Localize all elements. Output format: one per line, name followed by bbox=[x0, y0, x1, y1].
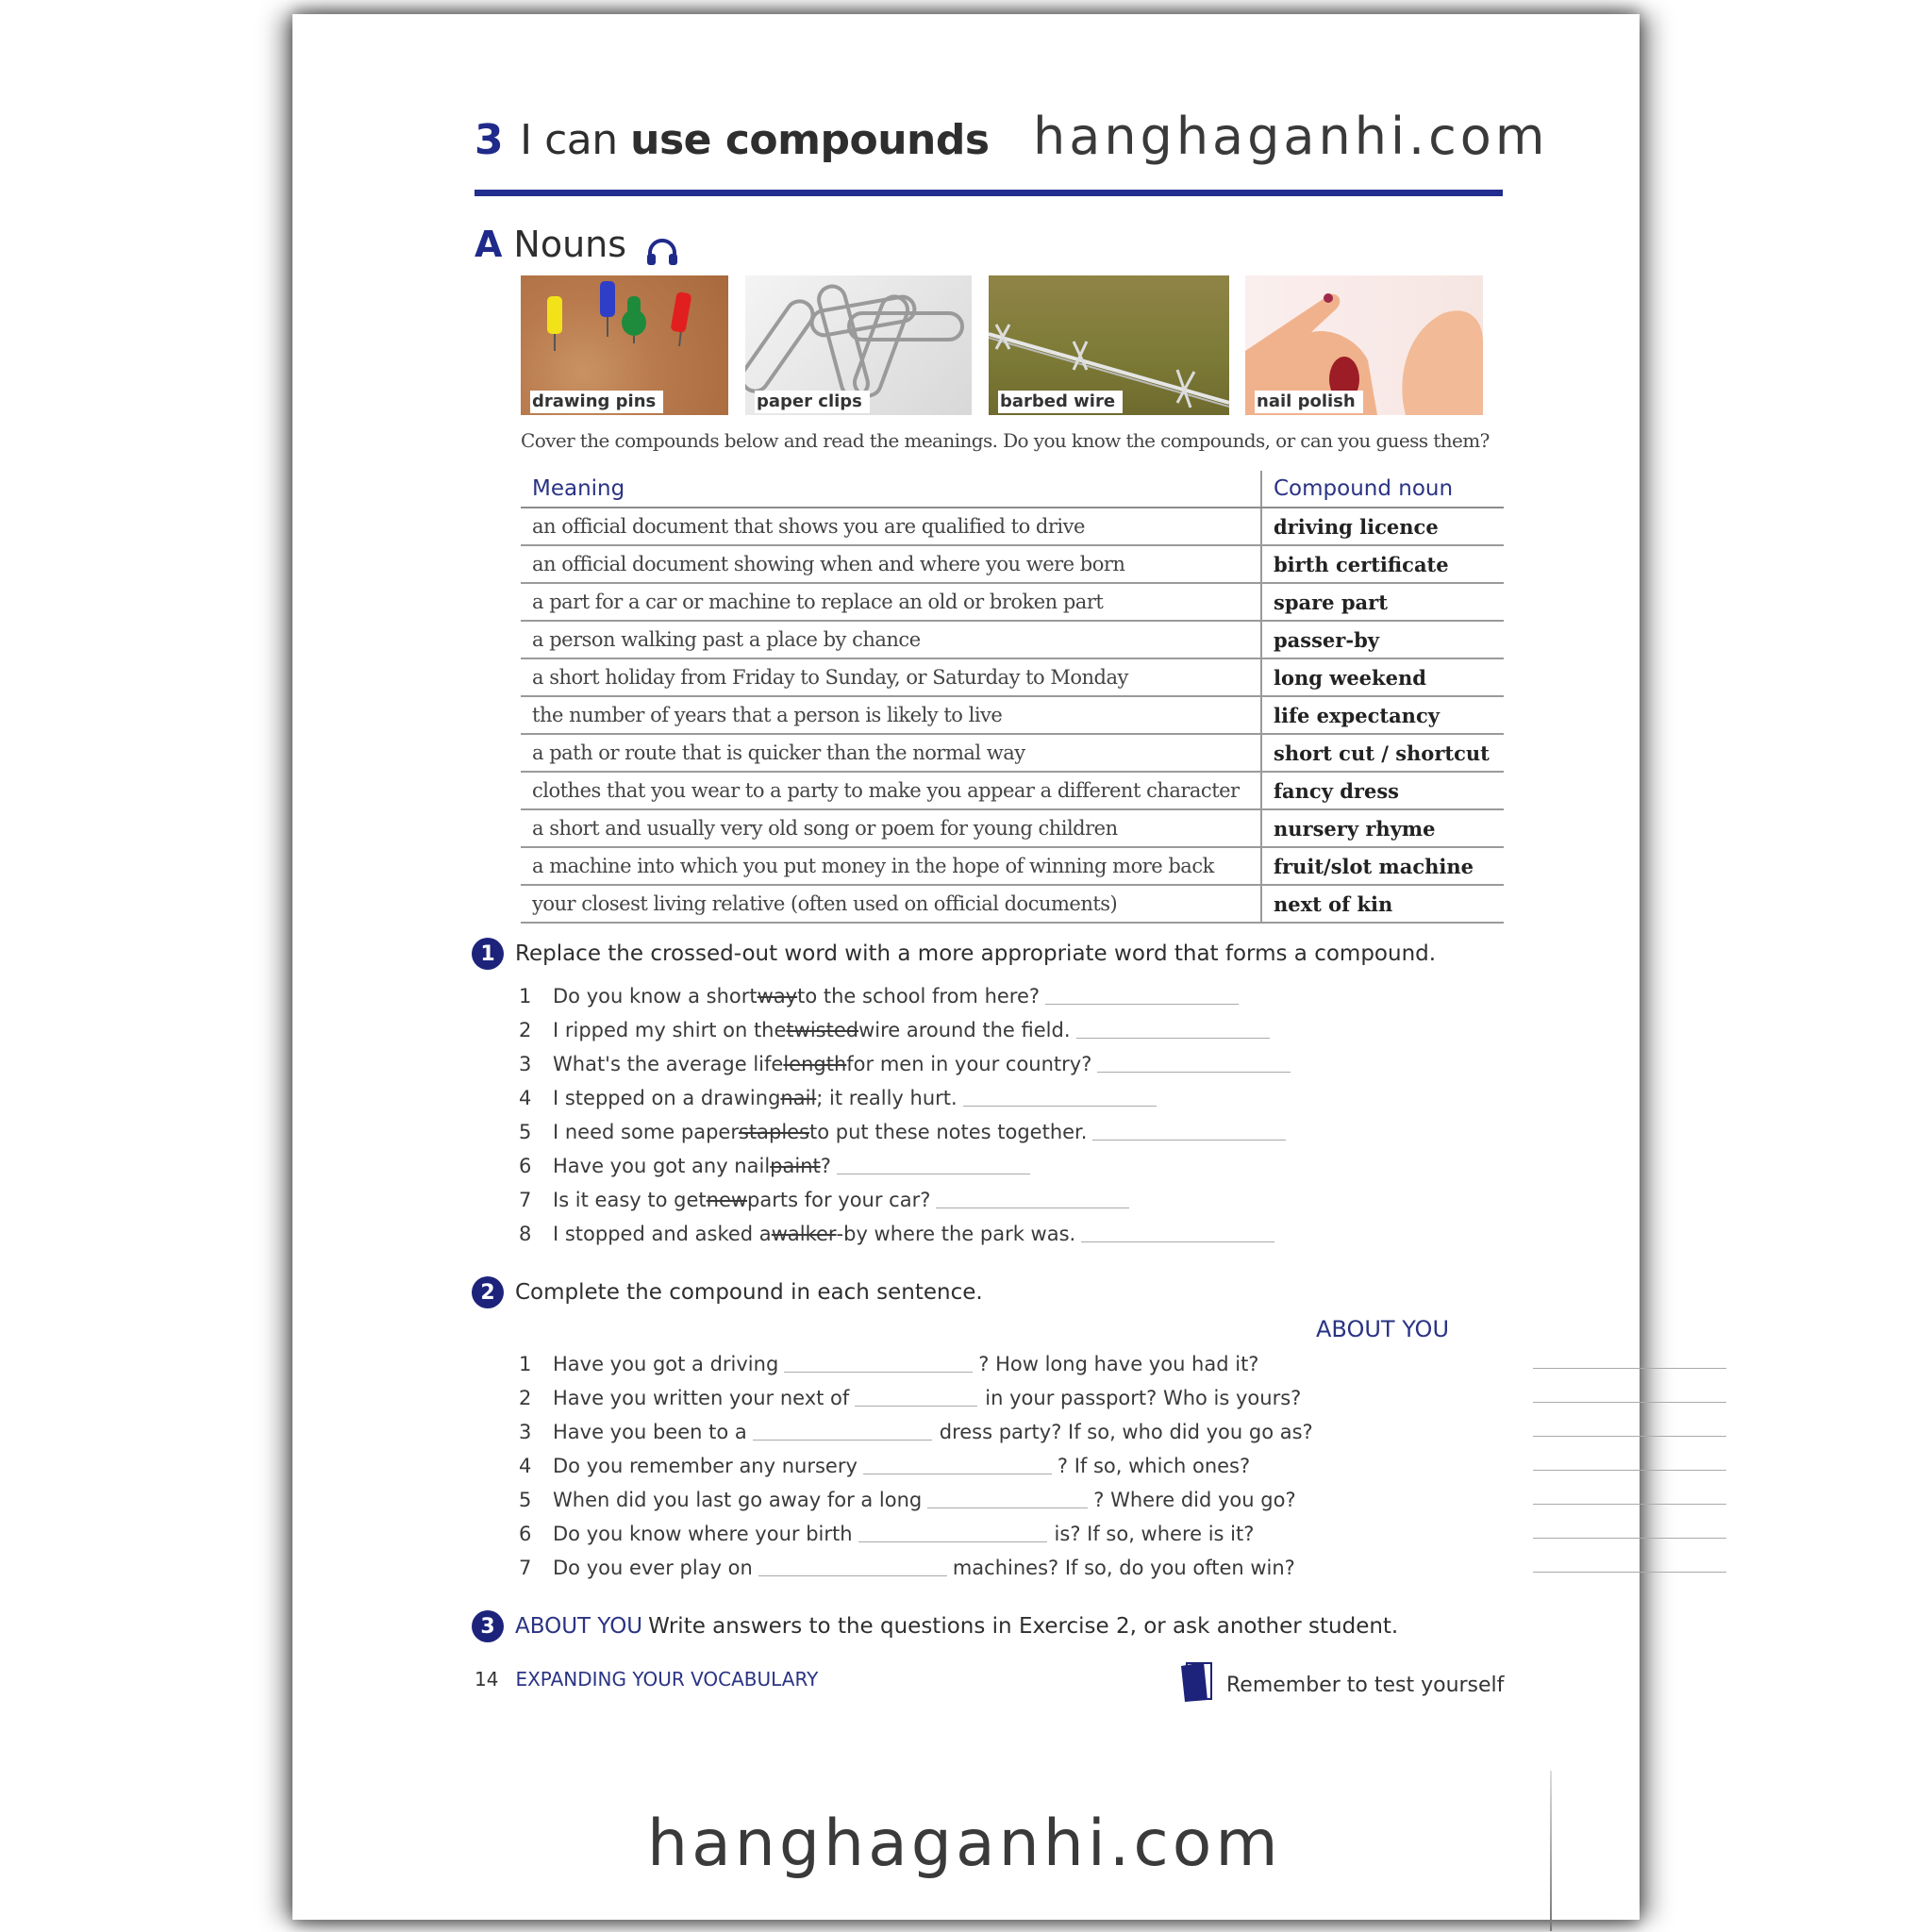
table-row bbox=[521, 734, 1504, 772]
crossed-out-word: length bbox=[783, 1053, 847, 1075]
photo-label: barbed wire bbox=[998, 391, 1123, 413]
column-header-compound: Compound noun bbox=[1261, 471, 1504, 508]
answer-blank[interactable] bbox=[1092, 1124, 1286, 1141]
exercise-item bbox=[519, 1551, 1509, 1585]
page-number: 14 bbox=[475, 1668, 499, 1690]
about-you-blank[interactable] bbox=[1533, 1402, 1726, 1403]
title-rule bbox=[475, 190, 1503, 196]
meaning-cell: a machine into which you put money in the hope of winning more back bbox=[521, 847, 1261, 885]
about-you-blank[interactable] bbox=[1533, 1572, 1726, 1573]
answer-blank[interactable] bbox=[1045, 989, 1239, 1005]
exercise-item bbox=[519, 1149, 1291, 1183]
unit-title-bold: use compounds bbox=[630, 116, 990, 164]
answer-blank[interactable] bbox=[936, 1192, 1129, 1208]
test-yourself-reminder: Remember to test yourself bbox=[1226, 1673, 1505, 1697]
compound-cell: fruit/slot machine bbox=[1261, 847, 1504, 885]
meaning-cell: an official document showing when and where you were born bbox=[521, 545, 1261, 583]
exercise-item bbox=[519, 1013, 1291, 1047]
item-text: Have you got any nail bbox=[553, 1155, 771, 1177]
section-title: Nouns bbox=[513, 224, 627, 265]
photo-paper-clips bbox=[745, 275, 972, 415]
exercise-3-heading bbox=[472, 1610, 1398, 1642]
compound-cell: long weekend bbox=[1261, 658, 1504, 696]
table-header-row bbox=[521, 471, 1504, 508]
about-you-blank[interactable] bbox=[1533, 1368, 1726, 1369]
about-you-label: ABOUT YOU bbox=[1316, 1316, 1450, 1342]
exercise-instruction: Write answers to the questions in Exercise 2, or ask another student. bbox=[648, 1614, 1399, 1639]
answer-blank[interactable] bbox=[1081, 1226, 1274, 1242]
photo-drawing-pins bbox=[521, 275, 728, 415]
table-row bbox=[521, 545, 1504, 583]
item-number: 5 bbox=[519, 1489, 532, 1511]
crossed-out-word: staples bbox=[738, 1121, 810, 1143]
exercise-item bbox=[519, 1183, 1291, 1217]
crossed-out-word: twisted bbox=[786, 1019, 859, 1041]
section-name: EXPANDING YOUR VOCABULARY bbox=[515, 1668, 819, 1690]
item-number: 7 bbox=[519, 1189, 532, 1211]
answer-blank[interactable] bbox=[963, 1091, 1157, 1107]
table-row bbox=[521, 583, 1504, 621]
meaning-cell: the number of years that a person is likely to live bbox=[521, 696, 1261, 734]
compound-noun-table bbox=[521, 471, 1504, 924]
item-number: 4 bbox=[519, 1087, 532, 1109]
compound-cell: next of kin bbox=[1261, 885, 1504, 923]
compound-cell: fancy dress bbox=[1261, 772, 1504, 809]
crossed-out-word: nail bbox=[780, 1087, 817, 1109]
section-a-heading bbox=[475, 224, 679, 265]
item-text: dress party? If so, who did you go as? bbox=[939, 1421, 1313, 1443]
item-text: ; it really hurt. bbox=[816, 1087, 958, 1109]
watermark-top: hanghaganhi.com bbox=[1033, 107, 1549, 166]
item-text: ? Where did you go? bbox=[1093, 1489, 1296, 1511]
exercise-instruction: Complete the compound in each sentence. bbox=[515, 1280, 983, 1305]
compound-cell: passer-by bbox=[1261, 621, 1504, 658]
item-text: ? bbox=[820, 1155, 831, 1177]
exercise-item bbox=[519, 1517, 1509, 1551]
workbook-page bbox=[292, 14, 1640, 1920]
page-footer-right bbox=[1179, 1660, 1504, 1709]
exercise-item bbox=[519, 1217, 1291, 1251]
answer-blank[interactable] bbox=[837, 1158, 1030, 1174]
answer-blank[interactable] bbox=[858, 1526, 1047, 1542]
item-text: ? If so, which ones? bbox=[1057, 1455, 1251, 1477]
item-text: Have you got a driving bbox=[553, 1353, 779, 1375]
exercise-item bbox=[519, 1115, 1291, 1149]
exercise-item bbox=[519, 1483, 1509, 1517]
exercise-item bbox=[519, 979, 1291, 1013]
unit-title-prefix: I can bbox=[520, 116, 618, 164]
meaning-cell: a short and usually very old song or poem for young children bbox=[521, 809, 1261, 847]
book-icon bbox=[1179, 1660, 1226, 1709]
meaning-cell: clothes that you wear to a party to make you appear a different character bbox=[521, 772, 1261, 809]
item-number: 1 bbox=[519, 1353, 532, 1375]
crossed-out-word: way bbox=[757, 985, 798, 1008]
item-text: is? If so, where is it? bbox=[1054, 1523, 1255, 1545]
item-text: I stepped on a drawing bbox=[553, 1087, 781, 1109]
meaning-cell: a person walking past a place by chance bbox=[521, 621, 1261, 658]
table-row bbox=[521, 772, 1504, 809]
photo-barbed-wire bbox=[989, 275, 1229, 415]
compound-cell: birth certificate bbox=[1261, 545, 1504, 583]
answer-blank[interactable] bbox=[753, 1424, 932, 1441]
about-you-blank[interactable] bbox=[1533, 1504, 1726, 1505]
photo-label: paper clips bbox=[755, 391, 870, 413]
page-edge-line bbox=[1550, 1771, 1552, 1931]
item-number: 8 bbox=[519, 1223, 532, 1245]
item-number: 2 bbox=[519, 1387, 532, 1409]
table-row bbox=[521, 809, 1504, 847]
item-text: -by where the park was. bbox=[836, 1223, 1076, 1245]
answer-blank[interactable] bbox=[1076, 1023, 1270, 1039]
item-text: I need some paper bbox=[553, 1121, 739, 1143]
exercise-item bbox=[519, 1449, 1509, 1483]
exercise-2-list bbox=[519, 1347, 1509, 1585]
item-text: machines? If so, do you often win? bbox=[952, 1557, 1295, 1579]
compound-cell: life expectancy bbox=[1261, 696, 1504, 734]
item-text: Do you know where your birth bbox=[553, 1523, 853, 1545]
answer-blank[interactable] bbox=[758, 1560, 947, 1576]
photo-nail-polish bbox=[1245, 275, 1483, 415]
section-letter: A bbox=[475, 224, 503, 265]
meaning-cell: an official document that shows you are qualified to drive bbox=[521, 508, 1261, 545]
exercise-number-badge: 1 bbox=[472, 938, 504, 970]
answer-blank[interactable] bbox=[1097, 1057, 1291, 1073]
answer-blank[interactable] bbox=[855, 1391, 977, 1407]
item-text: Have you been to a bbox=[553, 1421, 747, 1443]
meaning-cell: a short holiday from Friday to Sunday, or Saturday to Monday bbox=[521, 658, 1261, 696]
item-number: 4 bbox=[519, 1455, 532, 1477]
item-number: 5 bbox=[519, 1121, 532, 1143]
crossed-out-word: new bbox=[706, 1189, 748, 1211]
exercise-1-list bbox=[519, 979, 1291, 1251]
meaning-cell: a part for a car or machine to replace an old or broken part bbox=[521, 583, 1261, 621]
table-row bbox=[521, 847, 1504, 885]
about-you-blank[interactable] bbox=[1533, 1470, 1726, 1471]
table-row bbox=[521, 508, 1504, 545]
photo-label: drawing pins bbox=[530, 391, 663, 413]
item-number: 2 bbox=[519, 1019, 532, 1041]
about-you-blank[interactable] bbox=[1533, 1436, 1726, 1437]
column-header-meaning: Meaning bbox=[521, 471, 1261, 508]
item-text: When did you last go away for a long bbox=[553, 1489, 923, 1511]
item-number: 7 bbox=[519, 1557, 532, 1579]
item-number: 1 bbox=[519, 985, 532, 1008]
crossed-out-word: paint bbox=[770, 1155, 821, 1177]
item-text: wire around the field. bbox=[858, 1019, 1071, 1041]
watermark-bottom: hanghaganhi.com bbox=[647, 1807, 1282, 1881]
about-you-tag: ABOUT YOU bbox=[515, 1614, 643, 1639]
meaning-cell: your closest living relative (often used on official documents) bbox=[521, 885, 1261, 923]
exercise-2-heading bbox=[472, 1276, 983, 1308]
about-you-blank[interactable] bbox=[1533, 1538, 1726, 1539]
item-text: ? How long have you had it? bbox=[978, 1353, 1259, 1375]
exercise-item bbox=[519, 1047, 1291, 1081]
table-row bbox=[521, 885, 1504, 923]
table-instruction: Cover the compounds below and read the meanings. Do you know the compounds, or can you guess them? bbox=[521, 429, 1490, 452]
compound-cell: spare part bbox=[1261, 583, 1504, 621]
unit-number: 3 bbox=[475, 116, 504, 164]
item-text: for men in your country? bbox=[846, 1053, 1092, 1075]
item-text: Have you written your next of bbox=[553, 1387, 850, 1409]
compound-cell: driving licence bbox=[1261, 508, 1504, 545]
item-text: Do you know a short bbox=[553, 985, 758, 1008]
item-text: in your passport? Who is yours? bbox=[985, 1387, 1302, 1409]
item-text: parts for your car? bbox=[747, 1189, 931, 1211]
item-text: to put these notes together. bbox=[809, 1121, 1088, 1143]
meaning-cell: a path or route that is quicker than the normal way bbox=[521, 734, 1261, 772]
exercise-item bbox=[519, 1347, 1509, 1381]
page-footer-left bbox=[475, 1668, 818, 1690]
item-text: to the school from here? bbox=[797, 985, 1041, 1008]
headphones-icon bbox=[645, 233, 679, 261]
exercise-item bbox=[519, 1081, 1291, 1115]
photo-label: nail polish bbox=[1255, 391, 1363, 413]
table-row bbox=[521, 621, 1504, 658]
compound-cell: short cut / shortcut bbox=[1261, 734, 1504, 772]
exercise-instruction: Replace the crossed-out word with a more appropriate word that forms a compound. bbox=[515, 941, 1437, 966]
item-text: Do you remember any nursery bbox=[553, 1455, 858, 1477]
item-number: 3 bbox=[519, 1053, 532, 1075]
answer-blank[interactable] bbox=[784, 1357, 973, 1373]
answer-blank[interactable] bbox=[927, 1492, 1088, 1508]
item-text: I ripped my shirt on the bbox=[553, 1019, 787, 1041]
exercise-item bbox=[519, 1381, 1509, 1415]
unit-title bbox=[475, 116, 990, 164]
item-number: 6 bbox=[519, 1523, 532, 1545]
item-number: 3 bbox=[519, 1421, 532, 1443]
crossed-out-word: walker bbox=[771, 1223, 837, 1245]
table-row bbox=[521, 696, 1504, 734]
exercise-number-badge: 2 bbox=[472, 1276, 504, 1308]
item-text: Do you ever play on bbox=[553, 1557, 753, 1579]
item-text: Is it easy to get bbox=[553, 1189, 707, 1211]
exercise-item bbox=[519, 1415, 1509, 1449]
compound-cell: nursery rhyme bbox=[1261, 809, 1504, 847]
table-row bbox=[521, 658, 1504, 696]
photo-strip bbox=[521, 275, 1511, 417]
exercise-number-badge: 3 bbox=[472, 1610, 504, 1642]
item-number: 6 bbox=[519, 1155, 532, 1177]
answer-blank[interactable] bbox=[863, 1458, 1052, 1474]
item-text: What's the average life bbox=[553, 1053, 784, 1075]
exercise-1-heading bbox=[472, 938, 1436, 970]
item-text: I stopped and asked a bbox=[553, 1223, 772, 1245]
